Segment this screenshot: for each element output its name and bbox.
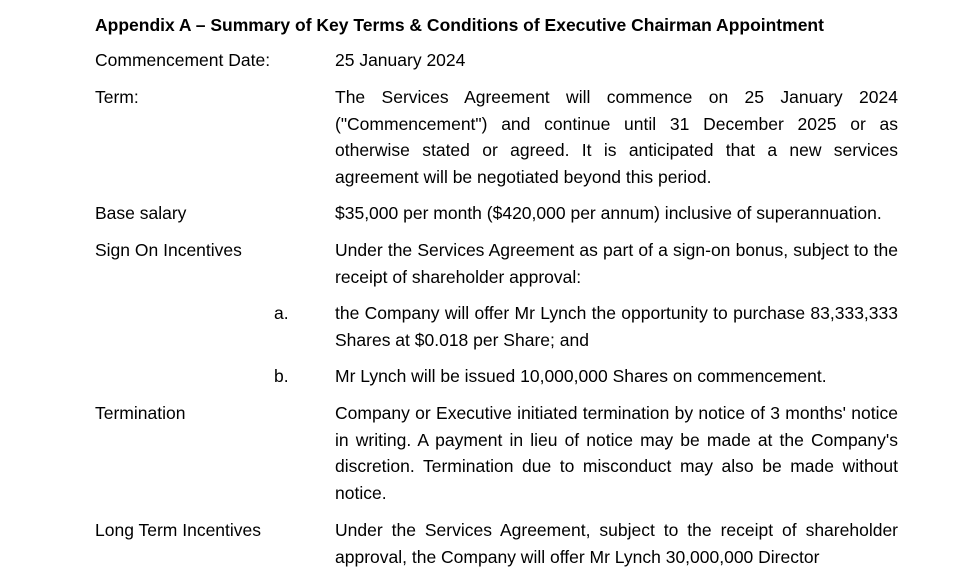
term-value: The Services Agreement will commence on 25 January 2024 ("Commencement") and continue until 31 December 2025 or as otherwise stated or agreed. It is anticipated that a new services agreement will be negotiated beyond this period. bbox=[335, 87, 898, 187]
list-item-marker-a: a. bbox=[274, 303, 289, 323]
commencement-date-label: Commencement Date: bbox=[95, 50, 271, 70]
commencement-date-value: 25 January 2024 bbox=[335, 50, 466, 70]
long-term-incentives-label: Long Term Incentives bbox=[95, 520, 262, 540]
base-salary-value: $35,000 per month ($420,000 per annum) inclusive of superannuation. bbox=[335, 203, 882, 223]
sign-on-incentives-value: Under the Services Agreement as part of a sign-on bonus, subject to the receipt of shareholder approval: bbox=[335, 240, 898, 287]
sign-on-incentives-label: Sign On Incentives bbox=[95, 240, 242, 260]
termination-label: Termination bbox=[95, 403, 186, 423]
list-item-text-b: Mr Lynch will be issued 10,000,000 Shares on commencement. bbox=[335, 366, 827, 386]
long-term-incentives-value: Under the Services Agreement, subject to the receipt of shareholder approval, the Company will offer Mr Lynch 30,000,000 Director bbox=[335, 520, 898, 567]
list-item-marker-b: b. bbox=[274, 366, 289, 386]
termination-value: Company or Executive initiated termination by notice of 3 months' notice in writing. A payment in lieu of notice may be made at the Company's discretion. Termination due to misconduct may also be made without notice. bbox=[335, 403, 898, 503]
term-label: Term: bbox=[95, 87, 139, 107]
base-salary-label: Base salary bbox=[95, 203, 187, 223]
appendix-heading: Appendix A – Summary of Key Terms & Conditions of Executive Chairman Appointment bbox=[95, 15, 824, 35]
list-item-text-a: the Company will offer Mr Lynch the opportunity to purchase 83,333,333 Shares at $0.018 per Share; and bbox=[335, 303, 898, 350]
